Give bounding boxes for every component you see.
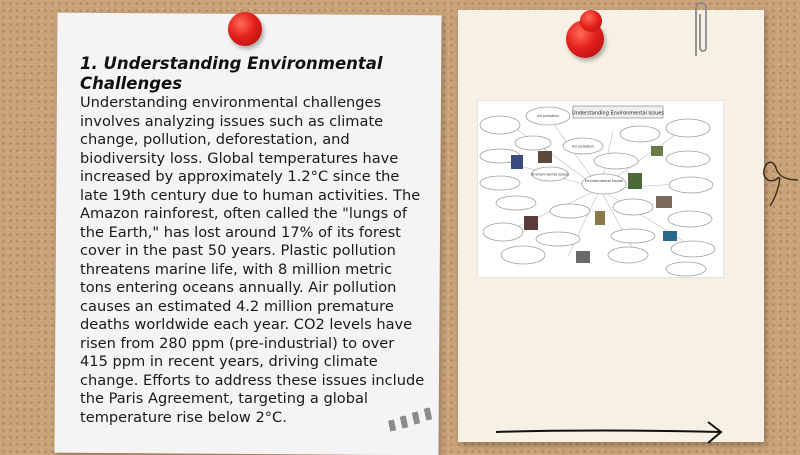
push-pin-icon: [228, 12, 262, 46]
section-heading: 1. Understanding Environmental Challenges: [80, 54, 383, 93]
arrow-right-icon: [494, 418, 726, 448]
push-pin-icon: [566, 20, 604, 58]
paperclip-icon: [690, 0, 710, 58]
section-body-text: Understanding environmental challenges involves analyzing issues such as climate change, pollution, deforestation, and biodiversity loss. Global temperatures have increased by approximately 1.2°C since the late 19th century due to human activities. The Amazon rainforest, often called the "lungs of the Earth," has lost around 17% of its forest cover in the past 50 years. Plastic pollution threatens marine life, with 8 million metric tons entering oceans annually. Air pollution causes an estimated 4.2 million premature deaths worldwide each year. CO2 levels have risen from 280 ppm (pre-industrial) to over 415 ppm in recent years, driving climate change. Efforts to address these issues include the Paris Agreement, targeting a global temperature rise below 2°C.: [80, 94, 425, 426]
string-doodle-icon: [758, 150, 800, 210]
washi-tape: [385, 402, 445, 432]
mind-map-center-label: Environmental Issues: [584, 179, 624, 183]
mind-map-image: [477, 100, 724, 278]
mind-map-node-label: Environmental issues: [530, 172, 570, 177]
mind-map-title: Understanding Environmental Issues: [572, 110, 664, 117]
mind-map-node-label: Air pollution: [537, 114, 559, 118]
mind-map-node-label: Air pollution: [572, 144, 594, 149]
